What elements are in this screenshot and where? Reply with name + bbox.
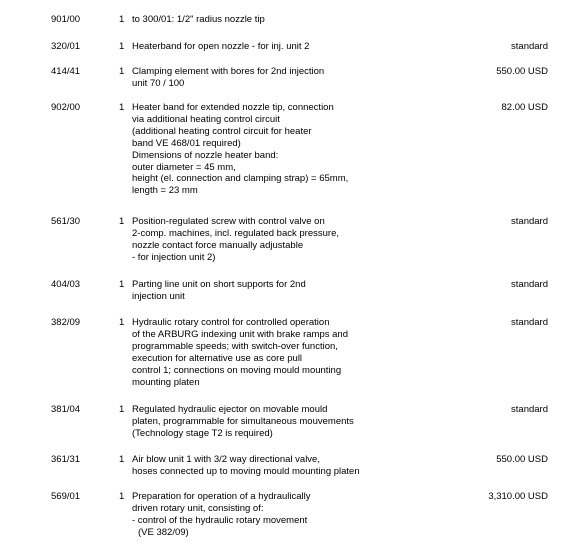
description-line: injection unit [132,290,185,302]
description-line: programmable speeds; with switch-over function, [132,340,338,352]
description-line: to 300/01: 1/2" radius nozzle tip [132,14,265,25]
item-quantity: 1 [119,66,125,77]
description-line: mounting platen [132,376,200,388]
item-price: standard [511,279,548,290]
description-line: nozzle contact force manually adjustable [132,239,304,251]
description-line: platen, programmable for simultaneous mouvements [132,415,354,427]
description-line: unit 70 / 100 [132,77,185,89]
description-line: - control of the hydraulic rotary movement [132,514,308,526]
description-line: Parting line unit on short supports for 2nd [132,279,306,290]
item-code: 381/04 [51,404,81,415]
item-price: standard [511,216,548,227]
item-price: 82.00 USD [501,102,548,113]
description-line: Heaterband for open nozzle - for inj. unit 2 [132,41,310,52]
item-description [132,102,472,197]
item-description [132,279,472,303]
item-quantity: 1 [119,491,125,502]
item-quantity: 1 [119,454,125,465]
item-quantity: 1 [119,14,125,25]
description-line: Air blow unit 1 with 3/2 way directional valve, [132,454,320,465]
description-line: Clamping element with bores for 2nd injection [132,66,325,77]
item-code: 901/00 [51,14,81,25]
description-line: Preparation for operation of a hydraulically [132,491,311,502]
item-code: 569/01 [51,491,81,502]
description-line: outer diameter = 45 mm, [132,161,236,173]
description-line: (Technology stage T2 is required) [132,427,273,439]
item-description [132,454,472,478]
description-line: control 1; connections on moving mould mounting [132,364,342,376]
description-line: driven rotary unit, consisting of: [132,502,264,514]
description-line: Regulated hydraulic ejector on movable mould [132,404,328,415]
description-line: 2-comp. machines, incl. regulated back pressure, [132,227,339,239]
description-line: of the ARBURG indexing unit with brake ramps and [132,328,348,340]
item-quantity: 1 [119,279,125,290]
item-quantity: 1 [119,41,125,52]
item-description [132,41,472,53]
description-line: Heater band for extended nozzle tip, connection [132,102,334,113]
item-price: 550.00 USD [496,454,548,465]
item-description [132,404,472,440]
description-line: - for injection unit 2) [132,251,216,263]
item-code: 320/01 [51,41,81,52]
description-line: Position-regulated screw with control valve on [132,216,325,227]
item-description [132,66,472,90]
description-line: Dimensions of nozzle heater band: [132,149,279,161]
item-description [132,14,472,26]
description-line: (additional heating control circuit for heater [132,125,312,137]
description-line: length = 23 mm [132,185,198,197]
item-code: 561/30 [51,216,81,227]
description-line: Hydraulic rotary control for controlled operation [132,317,330,328]
item-quantity: 1 [119,102,125,113]
item-price: 3,310.00 USD [488,491,548,502]
item-description [132,216,472,264]
description-line: (VE 382/09) [138,526,189,538]
item-quantity: 1 [119,317,125,328]
item-price: standard [511,317,548,328]
item-description [132,491,472,539]
item-code: 404/03 [51,279,81,290]
item-quantity: 1 [119,216,125,227]
item-price: 550.00 USD [496,66,548,77]
item-description [132,317,472,388]
item-code: 414/41 [51,66,81,77]
item-code: 902/00 [51,102,81,113]
description-line: height (el. connection and clamping strap) = 65mm, [132,173,349,185]
description-line: hoses connected up to moving mould mounting platen [132,465,360,477]
item-price: standard [511,404,548,415]
item-quantity: 1 [119,404,125,415]
description-line: execution for alternative use as core pull [132,352,303,364]
description-line: band VE 468/01 required) [132,137,241,149]
item-price: standard [511,41,548,52]
item-code: 361/31 [51,454,81,465]
item-code: 382/09 [51,317,81,328]
description-line: via additional heating control circuit [132,113,280,125]
